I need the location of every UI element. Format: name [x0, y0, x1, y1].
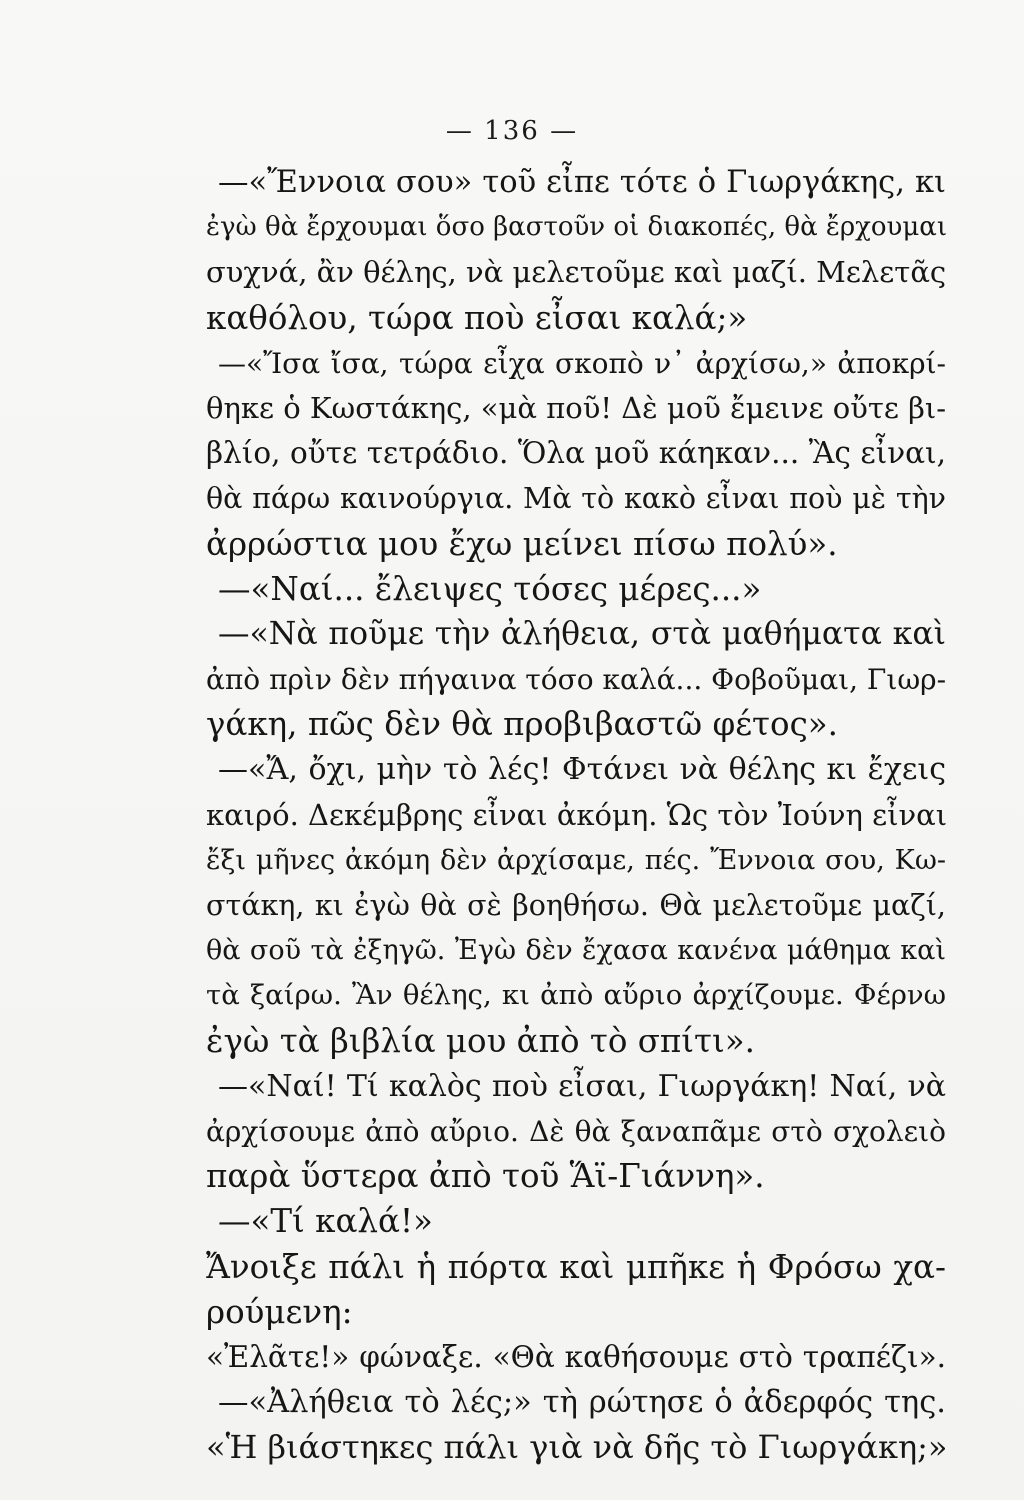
text-line: ἀρρώστια μου ἔχω μείνει πίσω πολύ».: [206, 524, 838, 563]
text-line: —«Ἀλήθεια τὸ λές;» τὴ ρώτησε ὁ ἀδερφός της.: [218, 1385, 946, 1421]
text-line: «Ἐλᾶτε!» φώναξε. «Θὰ καθήσουμε στὸ τραπέζι».: [206, 1339, 946, 1374]
text-line: ἐγὼ θὰ ἔρχουμαι ὅσο βαστοῦν οἱ διακοπές, θὰ ἔρχουμαι: [206, 212, 948, 243]
text-line: καθόλου, τώρα ποὺ εἶσαι καλά;»: [206, 298, 748, 337]
text-line: ἐγὼ τὰ βιβλία μου ἀπὸ τὸ σπίτι».: [206, 1021, 755, 1060]
text-line: «Ἡ βιάστηκες πάλι γιὰ νὰ δῆς τὸ Γιωργάκη;»: [206, 1428, 948, 1467]
text-line: γάκη, πῶς δὲν θὰ προβιβαστῶ φέτος».: [206, 705, 839, 744]
text-line: ἀπὸ πρὶν δὲν πήγαινα τόσο καλά... Φοβοῦμαι, Γιωρ-: [206, 663, 947, 697]
text-line: ρούμενη:: [206, 1292, 353, 1331]
text-line: —«Ναί... ἔλειψες τόσες μέρες...»: [218, 569, 762, 608]
text-line: τὰ ξαίρω. Ἂν θέλης, κι ἀπὸ αὔριο ἀρχίζουμε. Φέρνω: [206, 979, 946, 1012]
text-line: —«Ἔννοια σου» τοῦ εἶπε τότε ὁ Γιωργάκης, κι: [218, 165, 946, 200]
text-line: συχνά, ἂν θέλης, νὰ μελετοῦμε καὶ μαζί. Μελετᾶς: [206, 255, 947, 290]
text-line: ἀρχίσουμε ἀπὸ αὔριο. Δὲ θὰ ξαναπᾶμε στὸ σχολειὸ: [206, 1114, 946, 1148]
text-line: θὰ πάρω καινούργια. Μὰ τὸ κακὸ εἶναι ποὺ μὲ τὴν: [206, 482, 946, 516]
text-line: ἔξι μῆνες ἀκόμη δὲν ἀρχίσαμε, πές. Ἔννοια σου, Κω-: [206, 844, 946, 876]
text-line: παρὰ ὕστερα ἀπὸ τοῦ Ἅϊ-Γιάννη».: [206, 1157, 765, 1196]
text-line: Ἄνοιξε πάλι ἡ πόρτα καὶ μπῆκε ἡ Φρόσω χα-: [206, 1247, 946, 1286]
text-line: θηκε ὁ Κωστάκης, «μὰ ποῦ! Δὲ μοῦ ἔμεινε οὔτε βι-: [206, 390, 947, 425]
text-line: —«Ἄ, ὄχι, μὴν τὸ λές! Φτάνει νὰ θέλης κι ἔχεις: [218, 752, 946, 788]
text-line: θὰ σοῦ τὰ ἐξηγῶ. Ἐγὼ δὲν ἔχασα κανένα μάθημα καὶ: [206, 935, 946, 967]
text-line: —«Νὰ ποῦμε τὴν ἀλήθεια, στὰ μαθήματα καὶ: [218, 615, 946, 652]
page-number: — 136 —: [445, 116, 579, 146]
text-line: βλίο, οὔτε τετράδιο. Ὅλα μοῦ κάηκαν... Ἂς εἶναι,: [206, 436, 946, 471]
text-line: —«Ἴσα ἴσα, τώρα εἶχα σκοπὸ ν᾽ ἀρχίσω,» ἀποκρί-: [218, 346, 946, 380]
text-line: —«Τί καλά!»: [218, 1202, 433, 1241]
text-line: καιρό. Δεκέμβρης εἶναι ἀκόμη. Ὡς τὸν Ἰούνη εἶναι: [206, 797, 948, 832]
text-line: —«Ναί! Τί καλὸς ποὺ εἶσαι, Γιωργάκη! Ναί, νὰ: [218, 1068, 946, 1104]
body-text: [206, 160, 946, 1470]
text-line: στάκη, κι ἐγὼ θὰ σὲ βοηθήσω. Θὰ μελετοῦμε μαζί,: [206, 889, 946, 922]
